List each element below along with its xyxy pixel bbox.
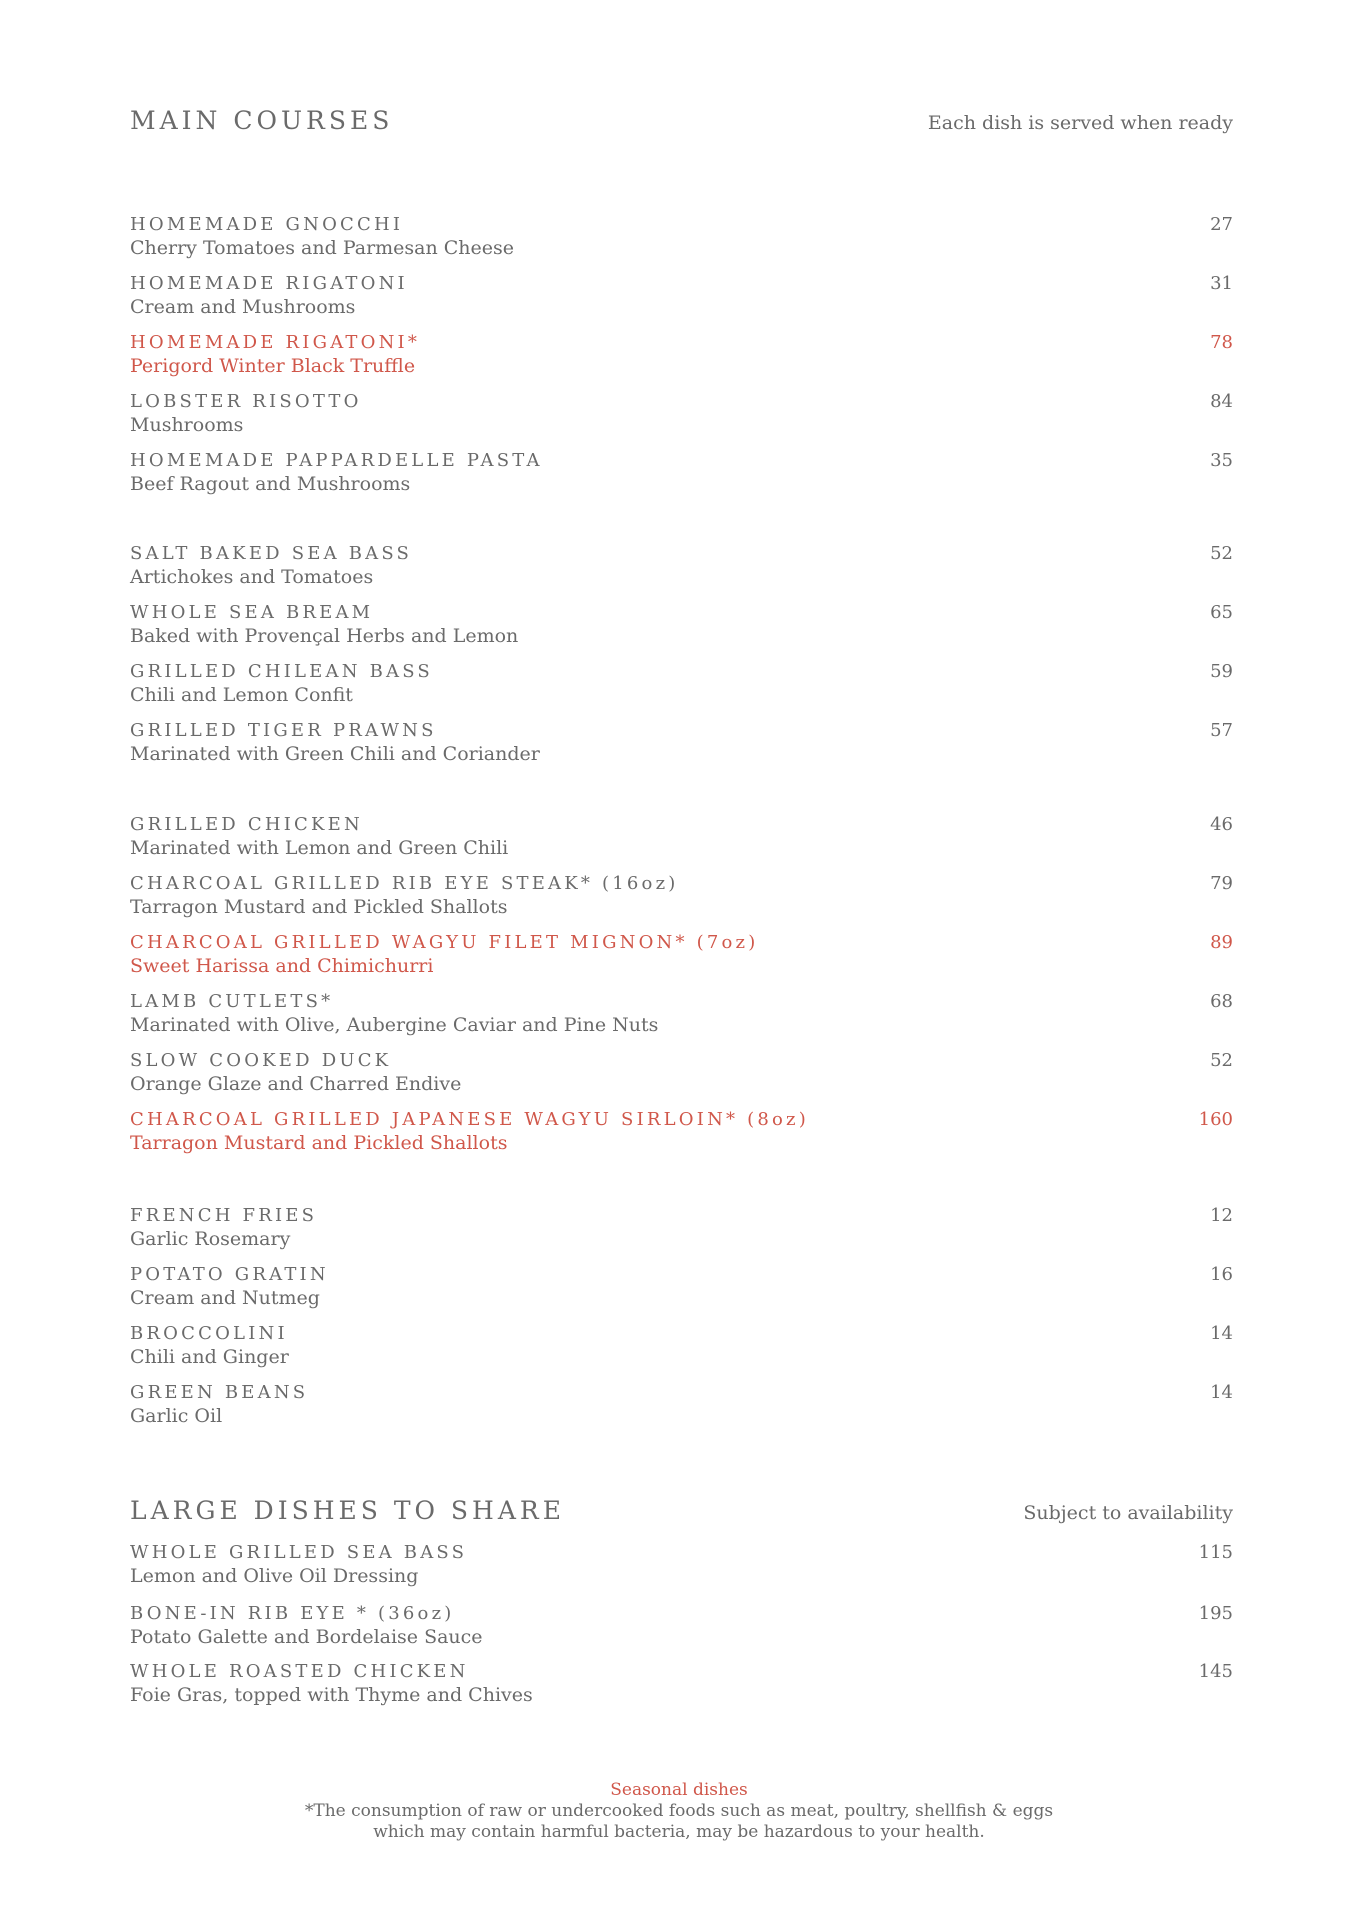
dish-price: 46 [1210, 814, 1233, 835]
dish-name: CHARCOAL GRILLED WAGYU FILET MIGNON* (7oz) [130, 932, 759, 953]
dish-description: Artichokes and Tomatoes [130, 566, 374, 588]
menu-item-row [130, 1323, 1233, 1344]
disclaimer-line-2: which may contain harmful bacteria, may be hazardous to your health. [373, 1822, 985, 1842]
dish-name: WHOLE ROASTED CHICKEN [130, 1661, 469, 1682]
dish-name: BROCCOLINI [130, 1323, 288, 1344]
dish-description: Cherry Tomatoes and Parmesan Cheese [130, 237, 515, 259]
menu-item [130, 991, 1233, 1036]
menu-item-row [130, 543, 1233, 564]
menu-item-row [130, 332, 1233, 353]
dish-description: Lemon and Olive Oil Dressing [130, 1565, 419, 1587]
menu-item [130, 1661, 1233, 1706]
menu-item-row [130, 214, 1233, 235]
menu-item-row [130, 1205, 1233, 1226]
menu-item-row [130, 873, 1233, 894]
dish-description: Mushrooms [130, 414, 244, 436]
menu-item-row [130, 1050, 1233, 1071]
large-dishes-title: LARGE DISHES TO SHARE [130, 1496, 565, 1525]
dish-price: 68 [1210, 991, 1233, 1012]
menu-item-row [130, 661, 1233, 682]
menu-item [130, 1264, 1233, 1309]
menu-item-row [130, 1603, 1233, 1624]
dish-price: 27 [1210, 214, 1233, 235]
menu-item [130, 1542, 1233, 1587]
menu-item-row [130, 602, 1233, 623]
dish-name: HOMEMADE PAPPARDELLE PASTA [130, 450, 543, 471]
dish-name: WHOLE SEA BREAM [130, 602, 374, 623]
menu-item-row [130, 391, 1233, 412]
menu-item [130, 450, 1233, 495]
large-dishes-note: Subject to availability [1023, 1502, 1233, 1524]
menu-item [130, 543, 1233, 588]
main-courses-title: MAIN COURSES [130, 106, 394, 135]
menu-item [130, 1603, 1233, 1648]
footer [0, 1780, 1358, 1843]
menu-item-row [130, 1661, 1233, 1682]
dish-price: 14 [1210, 1323, 1233, 1344]
dish-description: Marinated with Green Chili and Coriander [130, 743, 540, 765]
menu-item-row [130, 932, 1233, 953]
seasonal-dishes-label: Seasonal dishes [610, 1780, 748, 1800]
dish-price: 59 [1210, 661, 1233, 682]
menu-item-row [130, 450, 1233, 471]
menu-item [130, 873, 1233, 918]
menu-item [130, 1323, 1233, 1368]
dish-name: HOMEMADE RIGATONI [130, 273, 408, 294]
dish-description: Foie Gras, topped with Thyme and Chives [130, 1684, 533, 1706]
dish-price: 145 [1198, 1661, 1233, 1682]
dish-price: 84 [1210, 391, 1233, 412]
dish-description: Potato Galette and Bordelaise Sauce [130, 1626, 483, 1648]
dish-description: Sweet Harissa and Chimichurri [130, 955, 434, 977]
dish-name: SLOW COOKED DUCK [130, 1050, 392, 1071]
dish-name: SALT BAKED SEA BASS [130, 543, 413, 564]
menu-item [130, 391, 1233, 436]
dish-description: Tarragon Mustard and Pickled Shallots [130, 896, 508, 918]
dish-price: 12 [1210, 1205, 1233, 1226]
menu-item-row [130, 814, 1233, 835]
menu-item [130, 214, 1233, 259]
dish-price: 35 [1210, 450, 1233, 471]
dish-name: LAMB CUTLETS* [130, 991, 334, 1012]
dish-price: 31 [1210, 273, 1233, 294]
dish-name: WHOLE GRILLED SEA BASS [130, 1542, 468, 1563]
dish-price: 52 [1210, 543, 1233, 564]
menu-item [130, 932, 1233, 977]
menu-item-row [130, 1382, 1233, 1403]
menu-item [130, 273, 1233, 318]
menu-item-row [130, 1542, 1233, 1563]
dish-name: POTATO GRATIN [130, 1264, 329, 1285]
menu-item-row [130, 720, 1233, 741]
dish-name: HOMEMADE RIGATONI* [130, 332, 421, 353]
main-courses-header [130, 106, 1233, 135]
dish-name: GRILLED CHILEAN BASS [130, 661, 433, 682]
dish-price: 14 [1210, 1382, 1233, 1403]
dish-description: Orange Glaze and Charred Endive [130, 1073, 462, 1095]
menu-item [130, 720, 1233, 765]
dish-description: Garlic Rosemary [130, 1228, 291, 1250]
dish-description: Marinated with Olive, Aubergine Caviar and Pine Nuts [130, 1014, 659, 1036]
dish-description: Chili and Ginger [130, 1346, 289, 1368]
dish-price: 57 [1210, 720, 1233, 741]
menu-item-row [130, 273, 1233, 294]
dish-description: Cream and Nutmeg [130, 1287, 320, 1309]
menu-item-row [130, 1109, 1233, 1130]
dish-description: Beef Ragout and Mushrooms [130, 473, 411, 495]
dish-name: GRILLED CHICKEN [130, 814, 363, 835]
main-courses-note: Each dish is served when ready [927, 112, 1233, 134]
dish-name: LOBSTER RISOTTO [130, 391, 362, 412]
dish-description: Cream and Mushrooms [130, 296, 356, 318]
dish-name: HOMEMADE GNOCCHI [130, 214, 404, 235]
dish-name: CHARCOAL GRILLED RIB EYE STEAK* (16oz) [130, 873, 679, 894]
dish-price: 89 [1210, 932, 1233, 953]
menu-item [130, 1205, 1233, 1250]
dish-description: Marinated with Lemon and Green Chili [130, 837, 509, 859]
menu-item-row [130, 1264, 1233, 1285]
dish-description: Baked with Provençal Herbs and Lemon [130, 625, 519, 647]
menu-item [130, 1109, 1233, 1154]
dish-name: FRENCH FRIES [130, 1205, 318, 1226]
dish-description: Garlic Oil [130, 1405, 223, 1427]
dish-price: 79 [1210, 873, 1233, 894]
dish-price: 52 [1210, 1050, 1233, 1071]
dish-price: 160 [1198, 1109, 1233, 1130]
menu-item-row [130, 991, 1233, 1012]
disclaimer-line-1: *The consumption of raw or undercooked foods such as meat, poultry, shellfish & eggs [304, 1801, 1054, 1821]
dish-name: BONE-IN RIB EYE * (36oz) [130, 1603, 455, 1624]
dish-description: Tarragon Mustard and Pickled Shallots [130, 1132, 508, 1154]
menu-item [130, 1050, 1233, 1095]
dish-price: 78 [1210, 332, 1233, 353]
menu-item [130, 814, 1233, 859]
dish-price: 195 [1198, 1603, 1233, 1624]
dish-name: CHARCOAL GRILLED JAPANESE WAGYU SIRLOIN* (8oz) [130, 1109, 809, 1130]
dish-description: Chili and Lemon Confit [130, 684, 353, 706]
dish-price: 65 [1210, 602, 1233, 623]
menu-item [130, 661, 1233, 706]
menu-item [130, 332, 1233, 377]
dish-name: GREEN BEANS [130, 1382, 309, 1403]
menu-item [130, 1382, 1233, 1427]
dish-description: Perigord Winter Black Truffle [130, 355, 416, 377]
large-dishes-header [130, 1496, 1233, 1525]
dish-price: 16 [1210, 1264, 1233, 1285]
dish-price: 115 [1198, 1542, 1233, 1563]
dish-name: GRILLED TIGER PRAWNS [130, 720, 437, 741]
menu-item [130, 602, 1233, 647]
